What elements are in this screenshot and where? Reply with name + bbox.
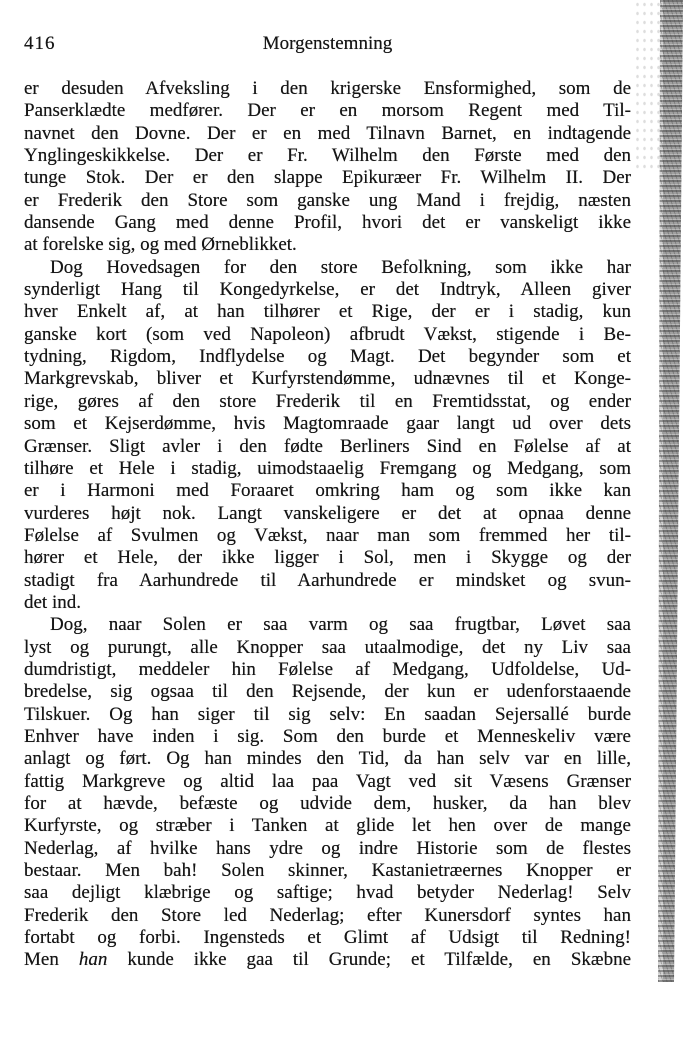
page-number: 416 — [24, 33, 56, 54]
text-line: tydning, Rigdom, Indflydelse og Magt. Det begynder som et — [24, 346, 631, 368]
text-line: er Frederik den Store som ganske ung Mand i frejdig, næsten — [24, 189, 631, 211]
text-line: saa dejligt klæbrige og saftige; hvad betyder Nederlag! Selv — [24, 882, 631, 904]
text-line: vurderes højt nok. Langt vanskeligere er det at opnaa denne — [24, 502, 631, 524]
running-title: Morgenstemning — [262, 33, 393, 54]
text-line: bredelse, sig ogsaa til den Rejsende, der kun er udenforstaaende — [24, 681, 631, 703]
text-line: dansende Gang med denne Profil, hvori det er vanskeligt ikke — [24, 212, 631, 234]
text-line — [24, 949, 631, 971]
text-line: Tilskuer. Og han siger til sig selv: En saadan Sejersallé burde — [24, 703, 631, 725]
text-body — [24, 78, 631, 972]
text-line: tunge Stok. Der er den slappe Epikuræer Fr. Wilhelm II. Der — [24, 167, 631, 189]
page-header — [24, 33, 631, 55]
text-line: Nederlag, af hvilke hans ydre og indre Historie som de flestes — [24, 837, 631, 859]
text-line: Frederik den Store led Nederlag; efter Kunersdorf syntes han — [24, 904, 631, 926]
text-line: synderligt Hang til Kongedyrkelse, er det Indtryk, Alleen giver — [24, 279, 631, 301]
text-line: ganske kort (som ved Napoleon) afbrudt Vækst, stigende i Be- — [24, 323, 631, 345]
text-line: stadigt fra Aarhundrede til Aarhundrede er mindsket og svun- — [24, 569, 631, 591]
text-line: lyst og purungt, alle Knopper saa utaalmodige, det ny Liv saa — [24, 636, 631, 658]
text-line: Panserklædte medfører. Der er en morsom Regent med Til- — [24, 100, 631, 122]
text-line: er desuden Afveksling i den krigerske Ensformighed, som de — [24, 78, 631, 99]
text-line: tilhøre et Hele i stadig, uimodstaaelig Fremgang og Medgang, som — [24, 457, 631, 479]
emphasized-word: han — [78, 949, 108, 971]
text-line: dumdristigt, meddeler hin Følelse af Medgang, Udfoldelse, Ud- — [24, 658, 631, 680]
text-line: anlagt og ført. Og han mindes den Tid, da han selv var en lille, — [24, 748, 631, 770]
text-line: er i Harmoni med Foraaret omkring ham og som ikke kan — [24, 480, 631, 502]
text-line: Markgrevskab, bliver et Kurfyrstendømme, udnævnes til et Konge- — [24, 368, 631, 390]
text-line: bestaar. Men bah! Solen skinner, Kastanietræernes Knopper er — [24, 860, 631, 882]
text-segment: Men — [24, 949, 79, 971]
text-line: rige, gøres af den store Frederik til en Fremtidsstat, og ender — [24, 390, 631, 412]
text-line: Kurfyrste, og stræber i Tanken at glide let hen over de mange — [24, 815, 631, 837]
text-line: fortabt og forbi. Ingensteds et Glimt af Udsigt til Redning! — [24, 927, 631, 949]
text-line: Dog Hovedsagen for den store Befolkning, som ikke har — [50, 256, 631, 278]
scan-noise-fringe — [634, 0, 660, 170]
text-line: navnet den Dovne. Der er en med Tilnavn Barnet, en indtagende — [24, 122, 631, 144]
text-line: som et Kejserdømme, hvis Magtomraade gaar langt ud over dets — [24, 413, 631, 435]
text-line: Grænser. Sligt avler i den fødte Berliners Sind en Følelse af at — [24, 435, 631, 457]
text-segment: kunde ikke gaa til Grunde; et Tilfælde, en Skæbne — [107, 949, 631, 971]
text-line: at forelske sig, og med Ørneblikket. — [24, 234, 297, 256]
text-line: Ynglingeskikkelse. Der er Fr. Wilhelm den Første med den — [24, 145, 631, 167]
text-line: for at hævde, befæste og udvide dem, husker, da han blev — [24, 793, 631, 814]
text-line: hver Enkelt af, at han tilhører et Rige, der er i stadig, kun — [24, 301, 631, 323]
text-line: Enhver have inden i sig. Som den burde et Menneskeliv være — [24, 725, 631, 747]
text-line: det ind. — [24, 591, 81, 613]
text-line: hører et Hele, der ikke ligger i Sol, men i Skygge og der — [24, 547, 631, 569]
text-line: fattig Markgreve og altid laa paa Vagt ved sit Væsens Grænser — [24, 770, 631, 792]
text-line: Følelse af Svulmen og Vækst, naar man som fremmed her til- — [24, 524, 631, 546]
text-line: Dog, naar Solen er saa varm og saa frugtbar, Løvet saa — [50, 614, 631, 636]
